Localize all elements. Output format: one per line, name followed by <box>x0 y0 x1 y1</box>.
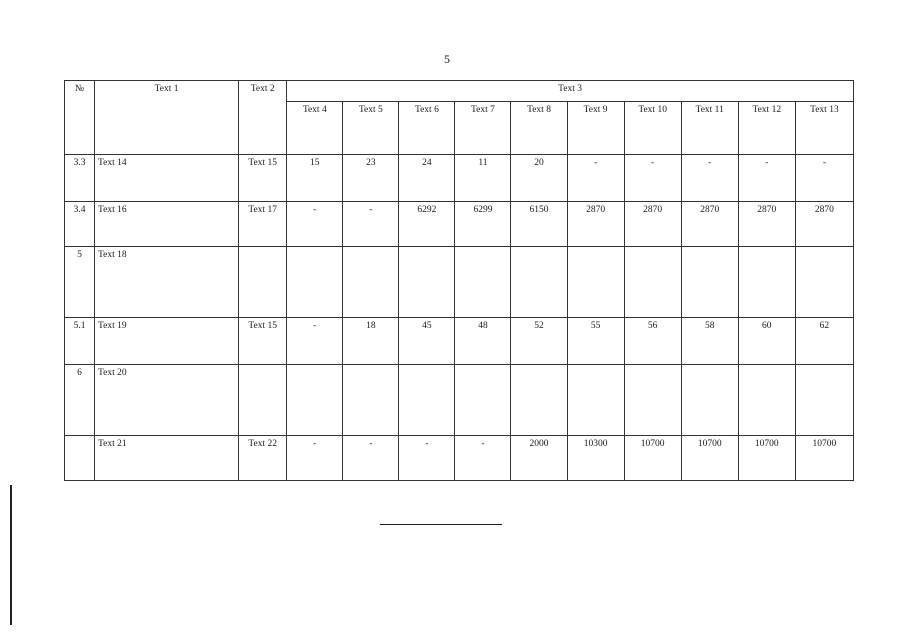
row-value: - <box>738 155 795 202</box>
row-value <box>681 247 738 318</box>
row-value: - <box>287 202 343 247</box>
header-number: № <box>65 81 95 155</box>
row-name: Text 14 <box>95 155 239 202</box>
row-value: 2000 <box>511 436 567 481</box>
header-values: Text 3 <box>287 81 854 102</box>
row-value: 10700 <box>738 436 795 481</box>
row-value: - <box>287 436 343 481</box>
row-value: - <box>287 318 343 365</box>
row-value <box>287 365 343 436</box>
header-year: Text 9 <box>567 102 624 155</box>
row-value <box>624 247 681 318</box>
table-row <box>65 436 854 481</box>
row-value: - <box>567 155 624 202</box>
row-unit: Text 15 <box>239 155 287 202</box>
row-value: 2870 <box>567 202 624 247</box>
row-unit <box>239 365 287 436</box>
row-value: 2870 <box>681 202 738 247</box>
row-unit <box>239 247 287 318</box>
row-value: - <box>343 202 399 247</box>
row-value: 20 <box>511 155 567 202</box>
row-number: 5 <box>65 247 95 318</box>
row-number <box>65 436 95 481</box>
header-year: Text 4 <box>287 102 343 155</box>
row-value: - <box>681 155 738 202</box>
table-row <box>65 155 854 202</box>
row-name: Text 19 <box>95 318 239 365</box>
header-year: Text 11 <box>681 102 738 155</box>
row-unit: Text 17 <box>239 202 287 247</box>
scan-edge-line <box>10 485 12 625</box>
row-value: 6299 <box>455 202 511 247</box>
row-value: 2870 <box>738 202 795 247</box>
row-number: 3.3 <box>65 155 95 202</box>
header-year: Text 7 <box>455 102 511 155</box>
row-value: 58 <box>681 318 738 365</box>
table-row <box>65 247 854 318</box>
row-value: - <box>455 436 511 481</box>
row-value: 56 <box>624 318 681 365</box>
row-value <box>399 247 455 318</box>
row-value: 48 <box>455 318 511 365</box>
row-value: 6292 <box>399 202 455 247</box>
row-value <box>455 365 511 436</box>
row-name: Text 20 <box>95 365 239 436</box>
row-number: 5.1 <box>65 318 95 365</box>
row-value <box>795 247 853 318</box>
header-name: Text 1 <box>95 81 239 155</box>
row-value: 15 <box>287 155 343 202</box>
row-unit: Text 15 <box>239 318 287 365</box>
row-value <box>343 365 399 436</box>
row-value: - <box>795 155 853 202</box>
row-value <box>681 365 738 436</box>
row-value <box>343 247 399 318</box>
row-value: - <box>399 436 455 481</box>
row-value <box>738 365 795 436</box>
row-value <box>795 365 853 436</box>
header-row <box>65 81 854 102</box>
row-value: 11 <box>455 155 511 202</box>
header-year: Text 5 <box>343 102 399 155</box>
page-number: 5 <box>444 52 450 66</box>
row-value <box>399 365 455 436</box>
row-value: 10300 <box>567 436 624 481</box>
row-value: 55 <box>567 318 624 365</box>
row-value: 52 <box>511 318 567 365</box>
row-unit: Text 22 <box>239 436 287 481</box>
row-name: Text 18 <box>95 247 239 318</box>
row-number: 3.4 <box>65 202 95 247</box>
header-year: Text 10 <box>624 102 681 155</box>
row-value: 10700 <box>624 436 681 481</box>
row-value: - <box>343 436 399 481</box>
row-value <box>511 365 567 436</box>
row-value <box>455 247 511 318</box>
table-row <box>65 202 854 247</box>
row-value: 24 <box>399 155 455 202</box>
row-value <box>624 365 681 436</box>
row-value <box>287 247 343 318</box>
row-value <box>567 365 624 436</box>
row-value: 60 <box>738 318 795 365</box>
row-value: - <box>624 155 681 202</box>
header-year: Text 13 <box>795 102 853 155</box>
row-value: 10700 <box>795 436 853 481</box>
table-row <box>65 318 854 365</box>
header-year: Text 8 <box>511 102 567 155</box>
indicator-table <box>64 80 854 481</box>
row-value <box>567 247 624 318</box>
row-value: 45 <box>399 318 455 365</box>
header-year: Text 6 <box>399 102 455 155</box>
table-row <box>65 365 854 436</box>
row-value: 18 <box>343 318 399 365</box>
row-value: 2870 <box>795 202 853 247</box>
row-value: 23 <box>343 155 399 202</box>
row-name: Text 21 <box>95 436 239 481</box>
row-value: 6150 <box>511 202 567 247</box>
row-value: 62 <box>795 318 853 365</box>
row-value: 2870 <box>624 202 681 247</box>
closing-rule <box>380 524 502 525</box>
header-unit: Text 2 <box>239 81 287 155</box>
header-year: Text 12 <box>738 102 795 155</box>
row-number: 6 <box>65 365 95 436</box>
row-value: 10700 <box>681 436 738 481</box>
row-name: Text 16 <box>95 202 239 247</box>
row-value <box>511 247 567 318</box>
row-value <box>738 247 795 318</box>
